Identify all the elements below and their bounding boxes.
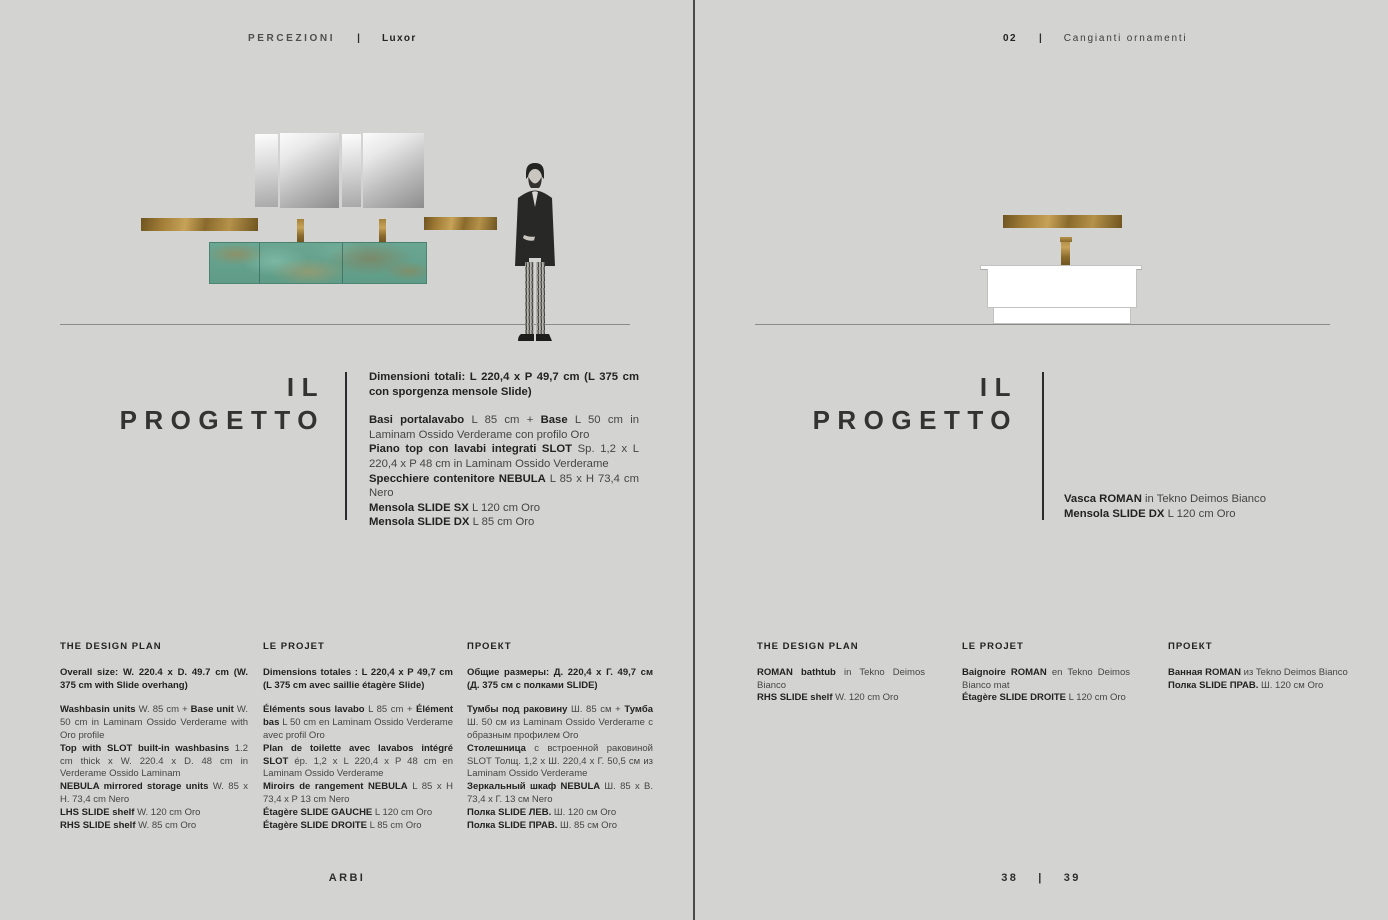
- spec-entry: Полка SLIDE ПРАВ. Ш. 85 см Oro: [467, 819, 618, 831]
- column-entries: [1168, 667, 1368, 693]
- spec-entry: Basi portalavabo L 85 cm + Base L 50 cm in Laminam Ossido Verderame con profilo Oro: [369, 414, 639, 441]
- header-separator: |: [357, 33, 360, 44]
- mirror-panel: [255, 134, 278, 207]
- spec-entry: Mensola SLIDE DX L 85 cm Oro: [369, 516, 535, 529]
- project-title: [60, 371, 325, 437]
- column-lead: Overall size: W. 220.4 x D. 49.7 cm (W. 375 cm with Slide overhang): [60, 666, 248, 691]
- project-title-line1: IL: [286, 372, 325, 402]
- column-title: THE DESIGN PLAN: [757, 641, 859, 652]
- project-title: [757, 371, 1018, 437]
- column-le-projet: [962, 641, 1130, 705]
- floor-line: [755, 324, 1330, 325]
- column-entries: [757, 667, 925, 705]
- project-title-line2: PROGETTO: [812, 405, 1018, 435]
- spec-entry: Top with SLOT built-in washbasins 1.2 cm thick x W. 220.4 x D. 48 cm in Verderame Ossido Laminam: [60, 742, 248, 780]
- project-divider-bar: [1042, 372, 1044, 520]
- column-title: LE PROJET: [263, 641, 325, 652]
- column-entries: [263, 704, 453, 832]
- spec-entry: Полка SLIDE ЛЕВ. Ш. 120 см Oro: [467, 806, 617, 818]
- spec-entry: Baignoire ROMAN en Tekno Deimos Bianco mat: [962, 666, 1130, 691]
- page-divider: [693, 0, 695, 920]
- bathtub-body: [987, 269, 1137, 308]
- spec-entry: Ванная ROMAN из Tekno Deimos Bianco: [1168, 666, 1348, 678]
- left-page-header: [248, 33, 417, 44]
- spec-entry: Mensola SLIDE SX L 120 cm Oro: [369, 501, 540, 514]
- human-figure-sketch: [504, 162, 566, 347]
- spec-entry: Mensola SLIDE DX L 120 cm Oro: [1064, 507, 1236, 520]
- spec-entry: Vasca ROMAN in Tekno Deimos Bianco: [1064, 493, 1266, 505]
- cabinet-door-divider: [342, 243, 343, 283]
- column-title: ПРОЕКТ: [1168, 641, 1213, 652]
- gold-shelf-left: [141, 218, 258, 231]
- header-separator: |: [1038, 33, 1042, 44]
- mirror-panel: [363, 133, 424, 208]
- cabinet-door-divider: [259, 243, 260, 283]
- series-name: PERCEZIONI: [248, 33, 336, 44]
- page-number-left: 38: [1001, 872, 1019, 884]
- faucet: [1061, 237, 1070, 266]
- spec-entry: LHS SLIDE shelf W. 120 cm Oro: [60, 806, 201, 818]
- spec-entry: NEBULA mirrored storage units W. 85 x H. 73,4 cm Nero: [60, 781, 248, 805]
- spec-entry: ROMAN bathtub in Tekno Deimos Bianco: [757, 666, 925, 691]
- spec-entry: Столешница с встроенной раковиной SLOT Толщ. 1,2 х Ш. 220,4 х Г. 50,5 см из Laminam Ossido Verderame: [467, 742, 653, 780]
- column-lead: Общие размеры: Д. 220,4 х Г. 49,7 см (Д. 375 см с полками SLIDE): [467, 666, 653, 691]
- spec-entry: RHS SLIDE shelf W. 85 cm Oro: [60, 819, 197, 831]
- project-specs: [1064, 492, 1349, 521]
- washbasin-cabinet: [209, 242, 427, 284]
- spec-entry: RHS SLIDE shelf W. 120 cm Oro: [757, 692, 899, 704]
- column-proekt: [1168, 641, 1368, 692]
- page-numbers: [694, 872, 1388, 884]
- mirror-panel: [280, 133, 339, 208]
- gold-shelf-right: [424, 217, 497, 230]
- page-number-separator: |: [1038, 872, 1044, 884]
- spec-entry: Specchiere contenitore NEBULA L 85 x H 73,4 cm Nero: [369, 472, 639, 500]
- spec-entry: Éléments sous lavabo L 85 cm + Élément bas L 50 cm en Laminam Ossido Verderame avec profil Oro: [263, 704, 454, 741]
- mirror-panel: [342, 134, 361, 207]
- column-entries: [467, 704, 653, 832]
- faucet: [379, 219, 386, 243]
- spec-entry: Étagère SLIDE GAUCHE L 120 cm Oro: [263, 806, 433, 818]
- column-title: THE DESIGN PLAN: [60, 641, 162, 652]
- column-lead: Dimensions totales : L 220,4 x P 49,7 cm (L 375 cm avec saillie étagère Slide): [263, 666, 453, 691]
- column-title: ПРОЕКТ: [467, 641, 512, 652]
- gold-shelf: [1003, 215, 1122, 228]
- project-spec-entries: [369, 413, 639, 530]
- column-proekt: [467, 641, 653, 832]
- project-dimensions: Dimensioni totali: L 220,4 x P 49,7 cm (L 375 cm con sporgenza mensole Slide): [369, 371, 639, 398]
- spec-entry: Тумбы под раковину Ш. 85 см + Тумба Ш. 50 см из Laminam Ossido Verderame с образным профилем Oro: [467, 704, 653, 741]
- spec-entry: Piano top con lavabi integrati SLOT Sp. 1,2 x L 220,4 x P 48 cm in Laminam Ossido Verderame: [369, 443, 640, 470]
- spec-entry: Étagère SLIDE DROITE L 85 cm Oro: [263, 819, 422, 831]
- spec-entry: Полка SLIDE ПРАВ. Ш. 120 см Oro: [1168, 679, 1324, 691]
- project-spec-entries: [1064, 492, 1349, 521]
- chapter-title: Cangianti ornamenti: [1063, 33, 1188, 44]
- bathtub-plinth: [993, 308, 1131, 324]
- spec-entry: Miroirs de rangement NEBULA L 85 x H 73,4 x P 13 cm Nero: [263, 781, 454, 805]
- project-title-line2: PROGETTO: [119, 405, 325, 435]
- project-divider-bar: [345, 372, 347, 520]
- right-page-header: [1003, 33, 1187, 44]
- column-le-projet: [263, 641, 453, 832]
- column-entries: [60, 704, 248, 832]
- spec-entry: Plan de toilette avec lavabos intégré SLOT ép. 1,2 x L 220,4 x P 48 cm en Laminam Ossido Verderame: [263, 742, 453, 780]
- column-entries: [962, 667, 1130, 705]
- project-title-line1: IL: [979, 372, 1018, 402]
- spec-entry: Washbasin units W. 85 cm + Base unit W. 50 cm in Laminam Ossido Verderame with Oro profile: [60, 704, 248, 741]
- spec-entry: Зеркальный шкаф NEBULA Ш. 85 х В. 73,4 х Г. 13 см Nero: [467, 781, 653, 805]
- model-name: Luxor: [381, 33, 417, 44]
- faucet: [297, 219, 304, 243]
- spec-entry: Étagère SLIDE DROITE L 120 cm Oro: [962, 692, 1126, 704]
- project-specs: [369, 370, 639, 530]
- human-figure-illustration: [504, 162, 566, 347]
- brand-footer: ARBI: [328, 872, 366, 884]
- column-design-plan: [60, 641, 248, 832]
- chapter-number: 02: [1003, 33, 1017, 44]
- column-design-plan: [757, 641, 925, 705]
- column-title: LE PROJET: [962, 641, 1024, 652]
- page-number-right: 39: [1063, 872, 1081, 884]
